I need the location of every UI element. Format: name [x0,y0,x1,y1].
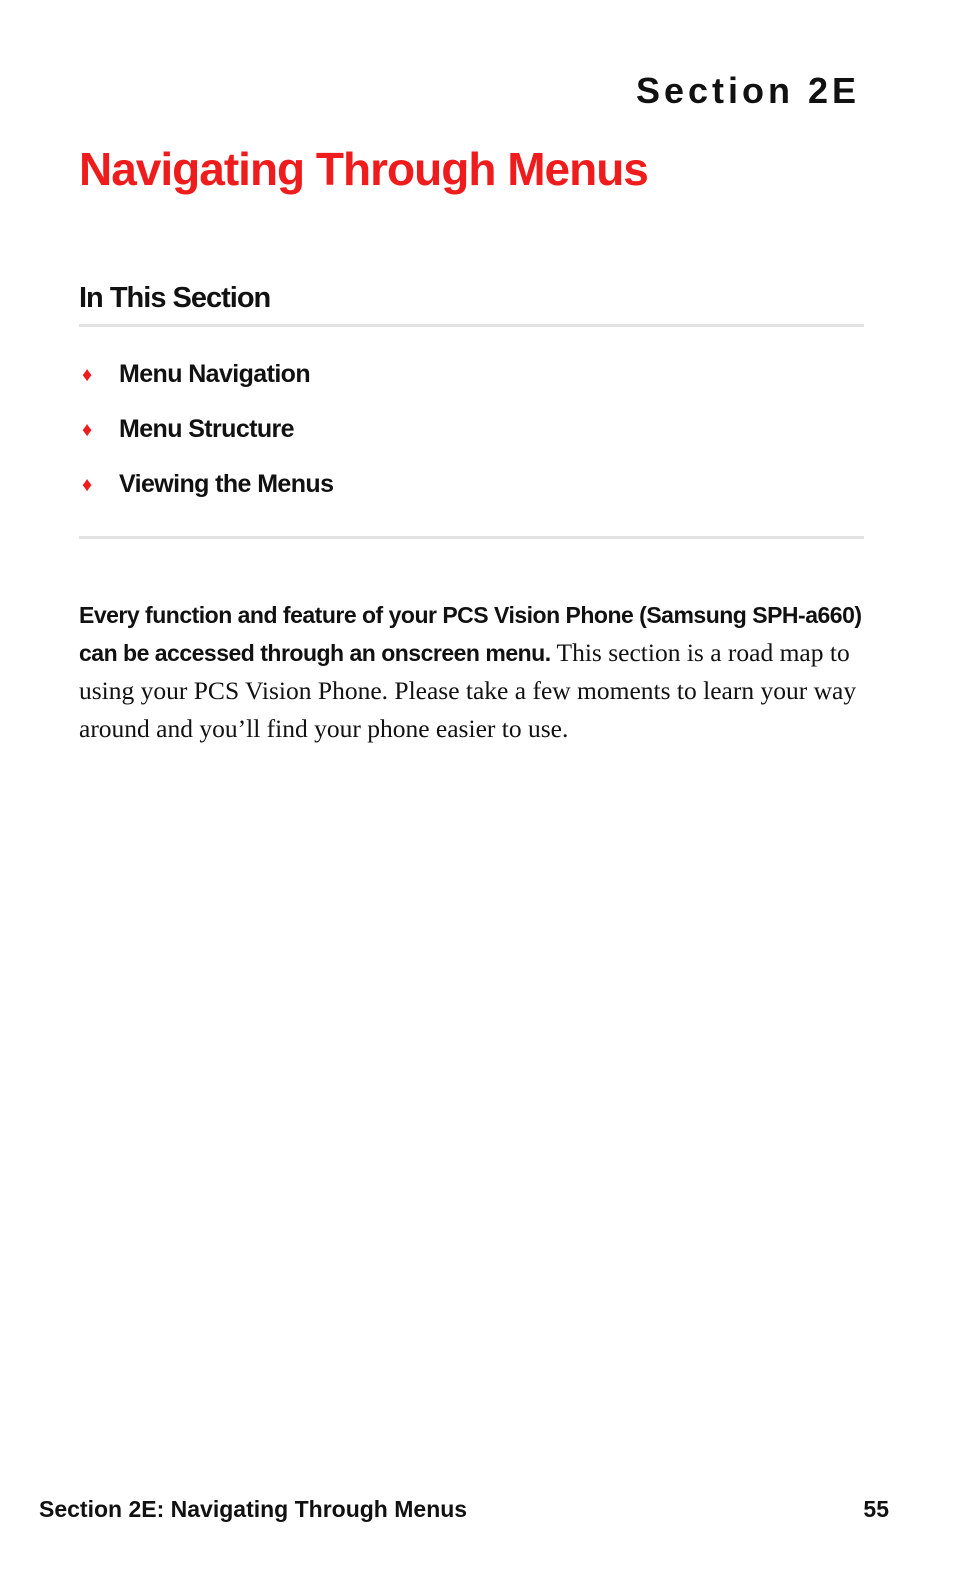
toc-item-label: Viewing the Menus [119,470,334,498]
page-title: Navigating Through Menus [79,143,648,195]
toc-bottom-rule [79,536,864,539]
page-number: 55 [863,1496,889,1522]
in-this-section-box [79,278,864,539]
toc-item-menu-navigation [79,347,864,402]
section-label: Section 2E [635,70,860,111]
toc-item-viewing-the-menus [79,457,864,512]
intro-lead: Every function and feature of your PCS Vision Phone (Samsung SPH-a660) can be accessed through an onscreen menu. [79,602,862,666]
page-footer [39,1496,889,1523]
diamond-bullet-icon: ♦ [82,363,93,386]
toc-heading: In This Section [79,282,271,314]
intro-paragraph [79,596,869,748]
footer-running-title: Section 2E: Navigating Through Menus [39,1496,468,1522]
toc-item-menu-structure [79,402,864,457]
toc-item-label: Menu Structure [119,415,294,443]
diamond-bullet-icon: ♦ [82,418,93,441]
diamond-bullet-icon: ♦ [82,473,93,496]
toc-item-label: Menu Navigation [119,360,311,388]
toc-list [79,327,864,536]
intro-body: This section is a road map to using your PCS Vision Phone. Please take a few moments to learn your way around and you’ll find your phone easier to use. [79,638,857,743]
